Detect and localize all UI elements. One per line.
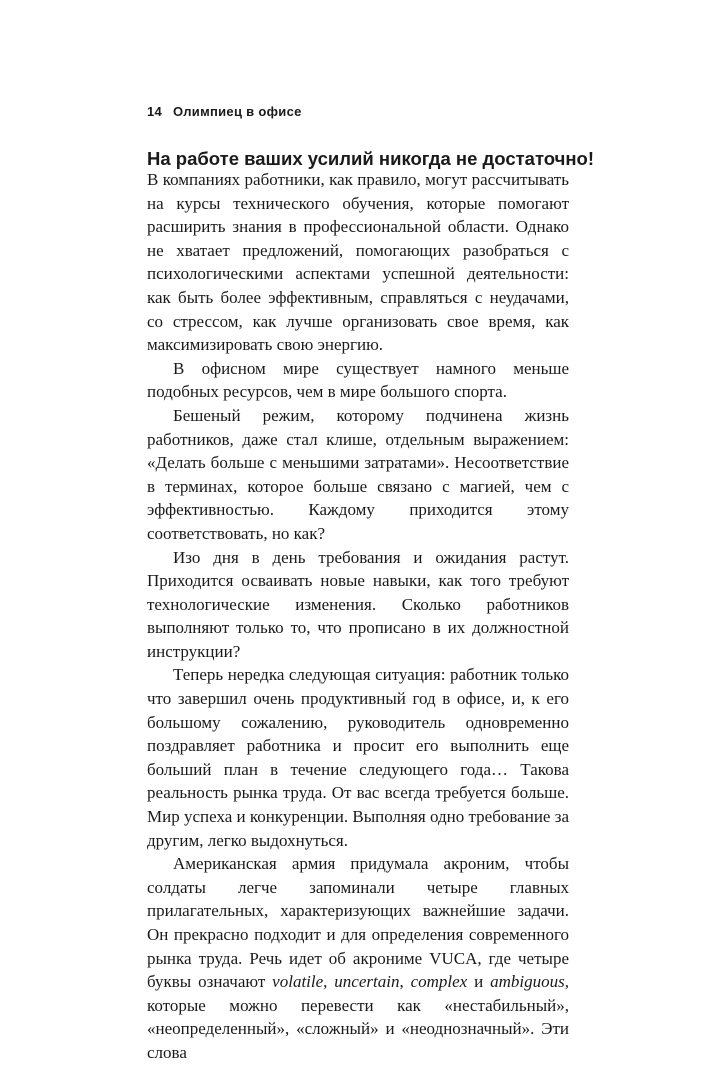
paragraph-text: , bbox=[323, 972, 335, 992]
paragraph-text: , которые можно перевести как «нестабильный», «неопределенный», «сложный» и «неоднозначный». Эти слова bbox=[147, 972, 569, 1062]
term-volatile: volatile bbox=[272, 972, 324, 992]
running-head-title: Олимпиец в офисе bbox=[172, 104, 302, 119]
paragraph-text: , bbox=[399, 972, 411, 992]
paragraph: Теперь нередка следующая ситуация: работник только что завершил очень продуктивный год в офисе, и, к его большому сожалению, руководитель одновременно поздравляет работника и просит его выполнить еще больший план в течение следующего года… Такова реальность рынка труда. От вас всегда требуется больше. Мир успеха и конкуренции. Выполняя одно требование за другим, легко выдохнуться. bbox=[147, 665, 569, 850]
paragraph: В офисном мире существует намного меньше подобных ресурсов, чем в мире большого спорта. bbox=[147, 358, 569, 402]
paragraph bbox=[147, 852, 569, 1064]
term-uncertain: uncertain bbox=[334, 972, 400, 992]
term-ambiguous: ambiguous bbox=[490, 972, 565, 992]
body-text bbox=[147, 168, 569, 1065]
page-number: 14 bbox=[147, 104, 163, 119]
section-heading: На работе ваших усилий никогда не достаточно! bbox=[147, 148, 595, 169]
paragraph: В компаниях работники, как правило, могут рассчитывать на курсы технического обучения, которые помогают расширить знания в профессиональной области. Однако не хватает предложений, помогающих разобраться с психологическими аспектами успешной деятельности: как быть более эффективным, справляться с неудачами, со стрессом, как лучше организовать свое время, как максимизировать свою энергию. bbox=[147, 170, 569, 355]
paragraph-text: Американская армия придумала акроним, чтобы солдаты легче запоминали четыре главных прилагательных, характеризующих важнейшие задачи. Он прекрасно подходит и для определения современного рынка труда. Речь идет об акрониме VUCA, где четыре буквы означают bbox=[147, 854, 569, 992]
paragraph: Изо дня в день требования и ожидания растут. Приходится осваивать новые навыки, как того требуют технологические изменения. Сколько работников выполняют только то, что прописано в их должностной инструкции? bbox=[147, 547, 569, 661]
paragraph: Бешеный режим, которому подчинена жизнь работников, даже стал клише, отдельным выражением: «Делать больше с меньшими затратами». Несоответствие в терминах, которое больше связано с магией, чем с эффективностью. Каждому приходится этому соответствовать, но как? bbox=[147, 405, 569, 543]
paragraph-text: и bbox=[467, 972, 491, 992]
term-complex: complex bbox=[410, 972, 468, 992]
running-head bbox=[147, 104, 302, 119]
